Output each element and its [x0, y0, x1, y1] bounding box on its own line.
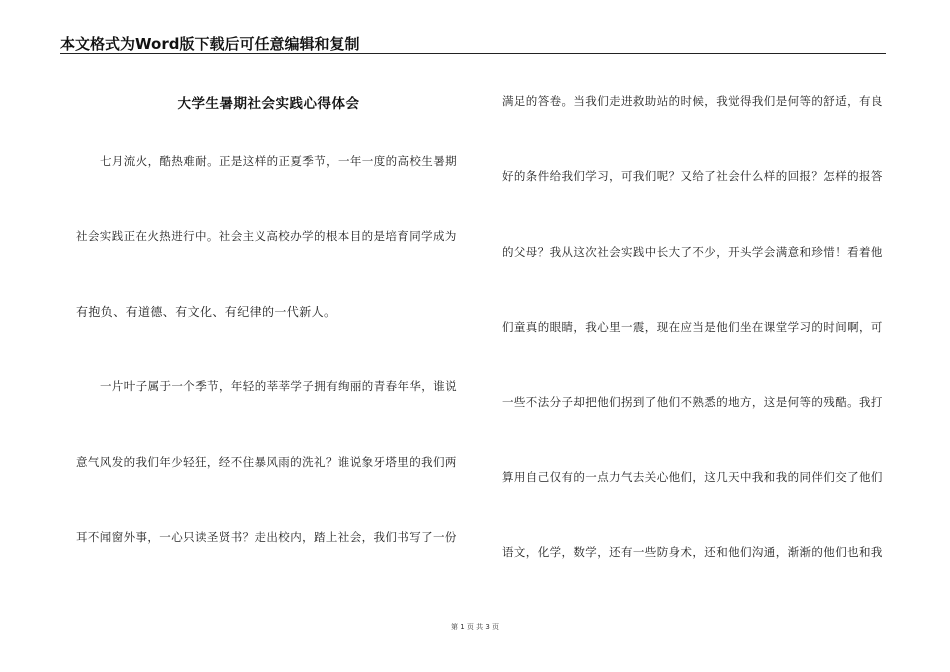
- paragraph-line: 七月流火，酷热难耐。正是这样的正夏季节，一年一度的高校生暑期: [100, 154, 457, 168]
- paragraph-line: 意气风发的我们年少轻狂，经不住暴风雨的洗礼？谁说象牙塔里的我们两: [76, 455, 457, 469]
- paragraph-line: 社会实践正在火热进行中。社会主义高校办学的根本目的是培育同学成为: [76, 229, 457, 243]
- page-number: 第 1 页 共 3 页: [450, 623, 500, 631]
- paragraph-line: 好的条件给我们学习，可我们呢？又给了社会什么样的回报？怎样的报答: [502, 169, 883, 183]
- paragraph-line: 一些不法分子却把他们拐到了他们不熟悉的地方，这是何等的残酷。我打: [502, 395, 883, 409]
- paragraph-line: 耳不闻窗外事，一心只读圣贤书？走出校内，踏上社会，我们书写了一份: [76, 530, 457, 544]
- document-banner: 本文格式为Word版下载后可任意编辑和复制: [60, 35, 360, 53]
- document-title: 大学生暑期社会实践心得体会: [177, 96, 360, 112]
- paragraph-line: 语文，化学，数学，还有一些防身术，还和他们沟通，渐渐的他们也和我: [502, 545, 883, 559]
- paragraph-line: 的父母？我从这次社会实践中长大了不少，开头学会满意和珍惜！看着他: [502, 245, 883, 259]
- banner-divider: [60, 53, 886, 54]
- paragraph-line: 一片叶子属于一个季节，年轻的莘莘学子拥有绚丽的青春年华，谁说: [100, 379, 457, 393]
- paragraph-line: 满足的答卷。当我们走进救助站的时候，我觉得我们是何等的舒适，有良: [502, 94, 883, 108]
- paragraph-line: 有抱负、有道德、有文化、有纪律的一代新人。: [76, 305, 337, 319]
- paragraph-line: 们童真的眼睛，我心里一震，现在应当是他们坐在课堂学习的时间啊，可: [502, 320, 883, 334]
- paragraph-line: 算用自己仅有的一点力气去关心他们，这几天中我和我的同伴们交了他们: [502, 470, 883, 484]
